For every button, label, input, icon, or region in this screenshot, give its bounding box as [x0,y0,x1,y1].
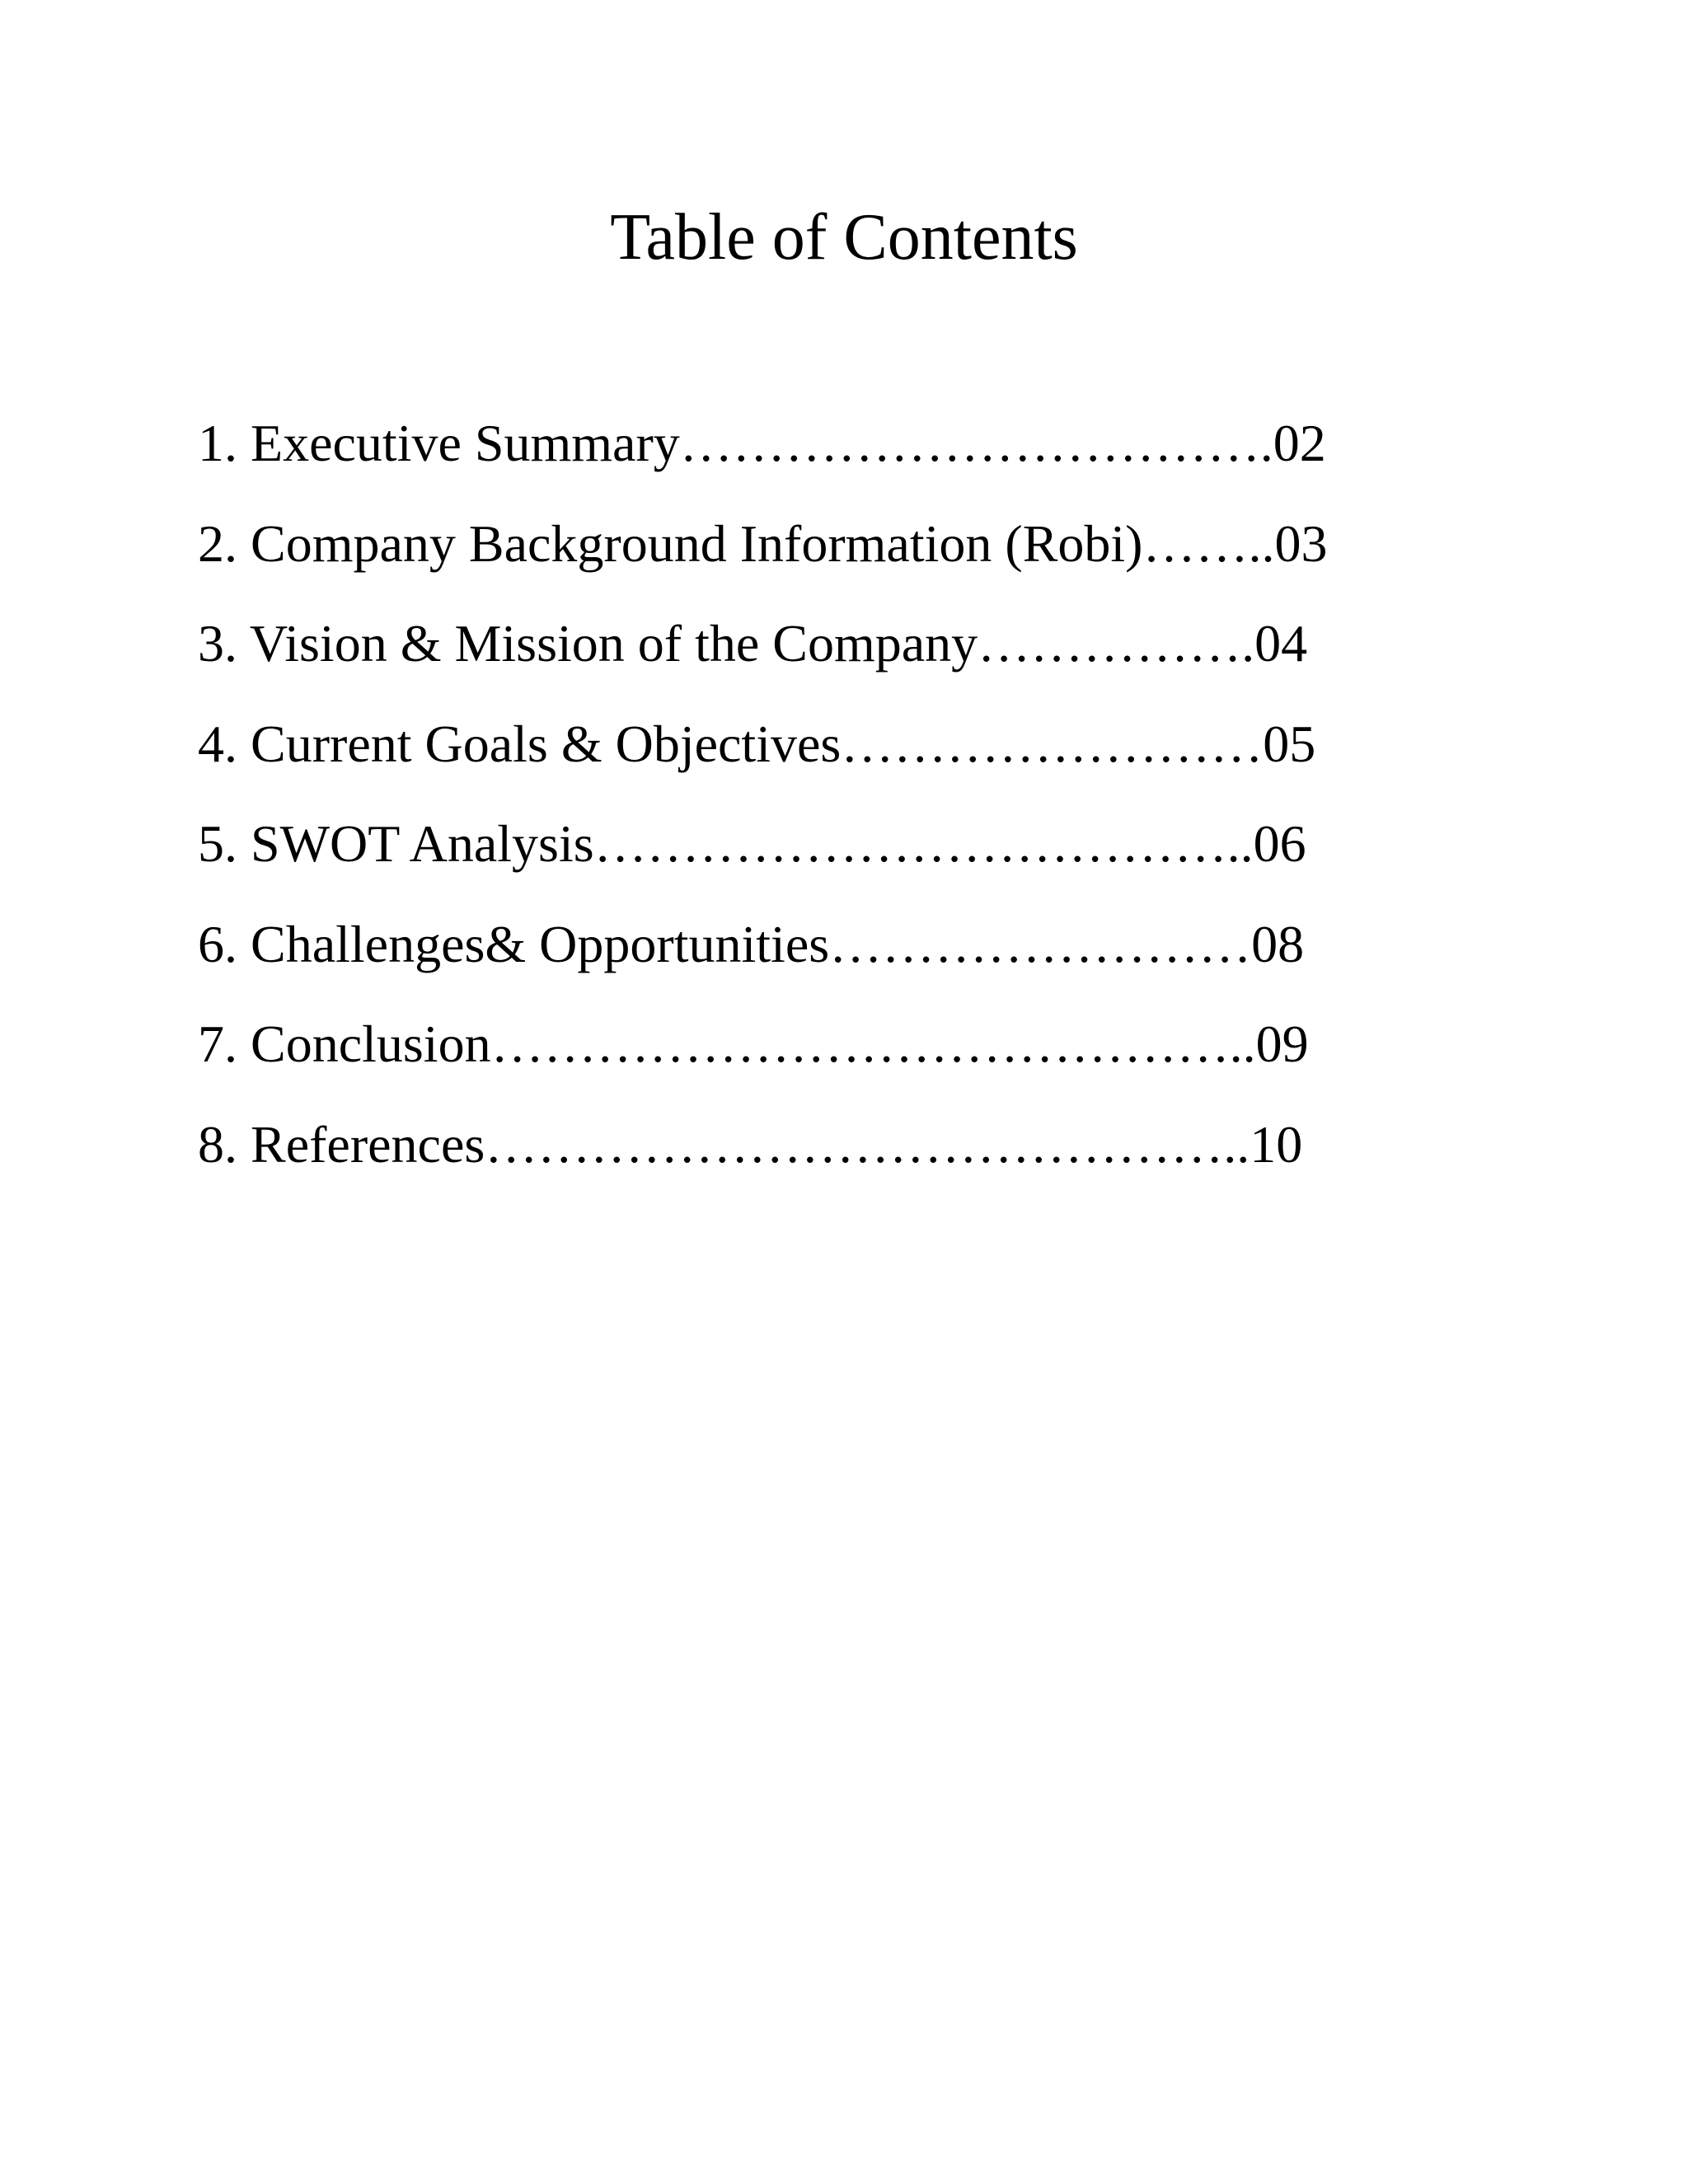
toc-entry-conclusion[interactable] [198,1011,1327,1077]
page-title: Table of Contents [610,201,1078,274]
toc-entry-executive-summary[interactable] [198,410,1327,476]
toc-entry-number: 6. [198,914,237,973]
toc-entry-company-background[interactable] [198,511,1327,577]
toc-entry-page: 02 [1273,414,1326,472]
toc-entry-label: Conclusion [251,1015,491,1073]
toc-entry-page: 10 [1250,1114,1303,1174]
toc-entry-page: 08 [1251,914,1305,973]
toc-entry-number: 8. [198,1114,237,1174]
toc-entry-leader: …………………………………….. [490,1015,1256,1073]
toc-entry-label: Executive Summary [251,414,680,472]
toc-entry-number: 2. [198,513,237,573]
toc-entry-leader: …….. [1142,513,1275,573]
toc-entry-label: SWOT Analysis [251,814,594,873]
toc-entry-leader: …………………………………….. [485,1114,1250,1174]
toc-entry-leader: …………………… [829,914,1252,973]
toc-entry-label: Challenges& Opportunities [251,914,830,973]
toc-entry-page: 03 [1274,513,1328,573]
toc-entry-number: 1. [198,414,237,472]
toc-entry-references[interactable] [198,1112,1327,1178]
toc-entry-label: Current Goals & Objectives [251,714,842,773]
toc-entry-page: 05 [1263,714,1316,773]
toc-entry-challenges-opportunities[interactable] [198,912,1327,977]
toc-list [198,410,1327,1212]
toc-entry-number: 3. [198,614,237,673]
toc-entry-leader: ……………………………. [679,414,1273,472]
toc-entry-vision-mission[interactable] [198,611,1327,677]
toc-entry-page: 09 [1255,1015,1309,1073]
toc-entry-page: 04 [1254,614,1308,673]
toc-entry-number: 4. [198,714,237,773]
toc-entry-swot-analysis[interactable] [198,811,1327,877]
toc-entry-leader: ……………. [978,614,1255,673]
toc-entry-leader: …………………… [841,714,1264,773]
toc-entry-number: 5. [198,814,237,873]
toc-entry-leader: ……………………………….. [593,814,1254,873]
toc-entry-label: References [251,1114,485,1174]
toc-entry-label: Vision & Mission of the Company [249,614,978,673]
toc-entry-number: 7. [198,1015,237,1073]
toc-entry-page: 06 [1253,814,1306,873]
toc-entry-goals-objectives[interactable] [198,711,1327,777]
toc-entry-label: Company Background Information (Robi) [251,513,1143,573]
